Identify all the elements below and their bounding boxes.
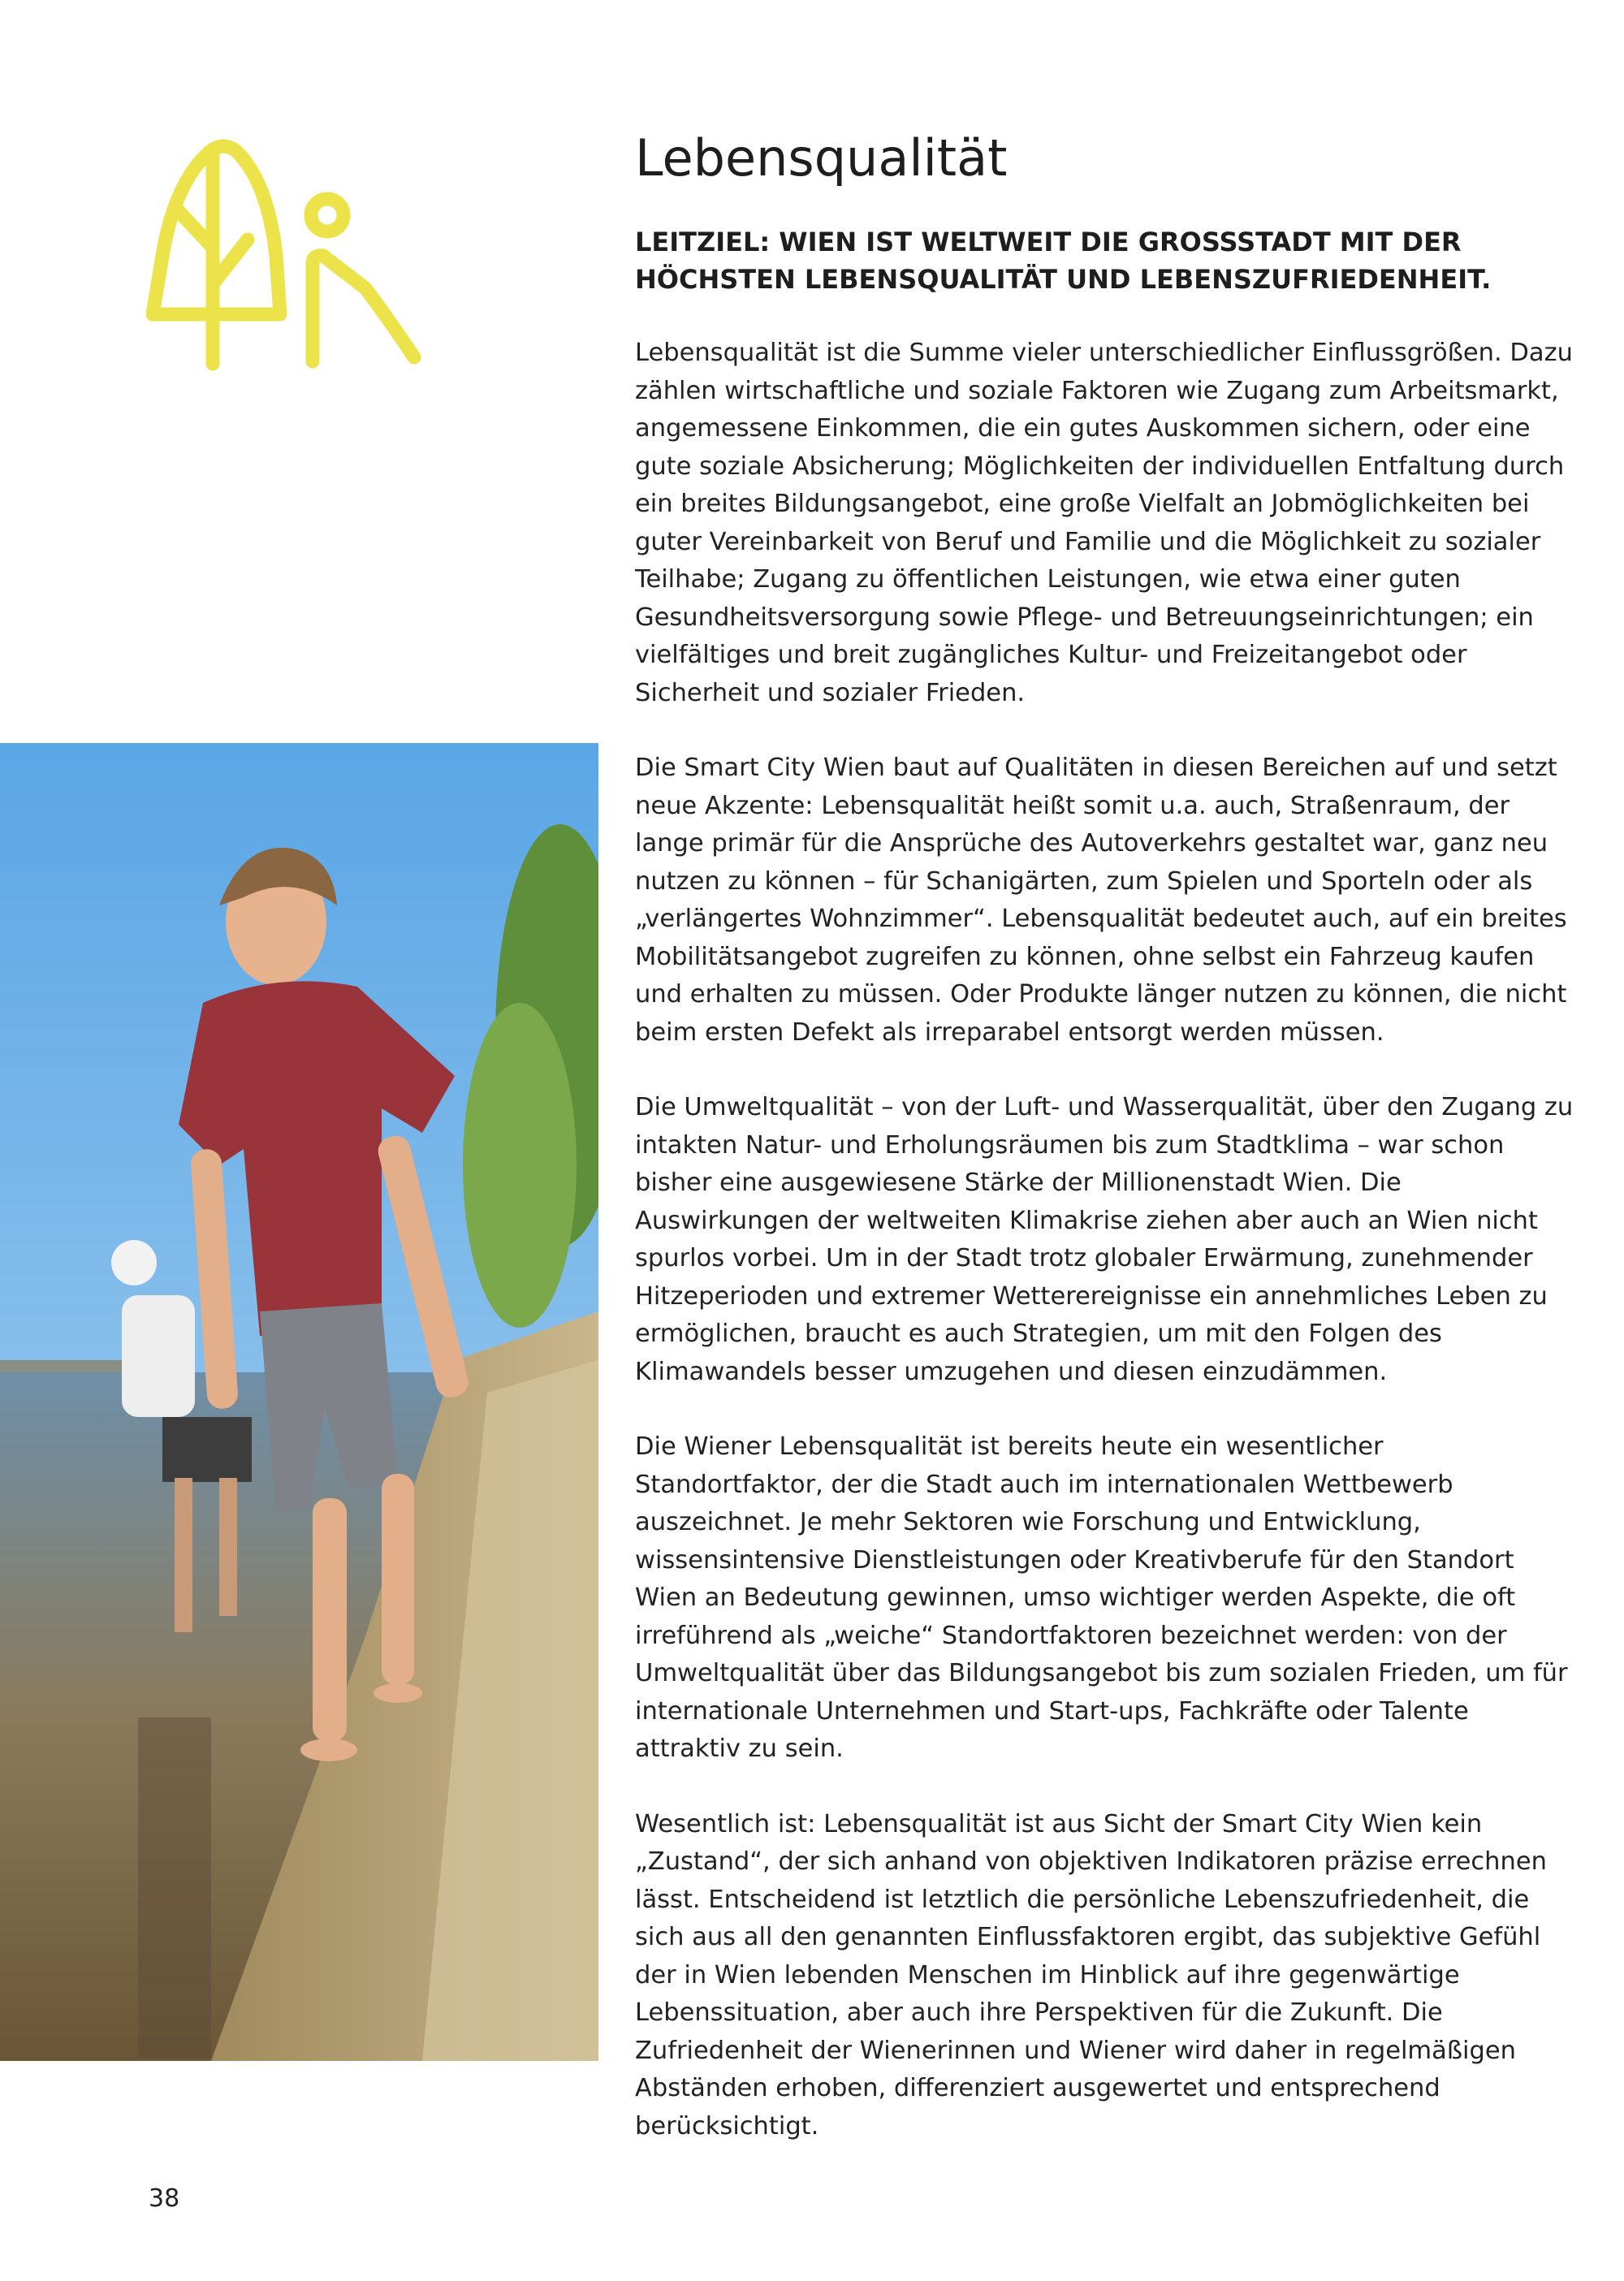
leitziel-subtitle: LEITZIEL: WIEN IST WELTWEIT DIE GROSSSTADT MIT DER HÖCHSTEN LEBENSQUALITÄT UND LEBENSZUFRIEDENHEIT. — [635, 227, 1492, 295]
tree-and-person-icon — [146, 134, 426, 378]
paragraph-2: Die Smart City Wien baut auf Qualitäten in diesen Bereichen auf und setzt neue Akzente: Lebensqualität heißt somit u.a. auch, Straßenraum, der lange primär für die Ansprüche des Autoverkehrs gestaltet war, ganz neu nutzen zu können – für Schanigärten, zum Spielen und Sporteln oder als „verlängertes Wohnzimmer“. Lebensqualität bedeutet auch, auf ein breites Mobilitätsangebot zugreifen zu können, ohne selbst ein Fahrzeug kaufen und erhalten zu müssen. Oder Produkte länger nutzen zu können, die nicht beim ersten Defekt als irreparabel entsorgt werden müssen. — [635, 754, 1567, 1047]
page-number: 38 — [149, 2184, 180, 2213]
children-walking-riverside-photo — [0, 743, 598, 2061]
page-title: Lebensqualität — [635, 128, 1008, 188]
paragraph-4: Die Wiener Lebensqualität ist bereits heute ein wesentlicher Standortfaktor, der die Stadt auch im internationalen Wettbewerb auszeichnet. Je mehr Sektoren wie Forschung und Entwicklung, wissensintensive Dienstleistungen oder Kreativberufe für den Standort Wien an Bedeutung gewinnen, umso wichtiger werden Aspekte, die oft irreführend als „weiche“ Standortfaktoren bezeichnet werden: von der Umweltqualität über das Bildungsangebot bis zum sozialen Frieden, um für internationale Unternehmen und Start-ups, Fachkräfte oder Talente attraktiv zu sein. — [635, 1432, 1568, 1763]
paragraph-3: Die Umweltqualität – von der Luft- und Wasserqualität, über den Zugang zu intakten Natur- und Erholungsräumen bis zum Stadtklima – war schon bisher eine ausgewiesene Stärke der Millionenstadt Wien. Die Auswirkungen der weltweiten Klimakrise ziehen aber auch an Wien nicht spurlos vorbei. Um in der Stadt trotz globaler Erwärmung, zunehmender Hitzeperioden und extremer Wetterereignisse ein annehmliches Leben zu ermöglichen, braucht es auch Strategien, um mit den Folgen des Klimawandels besser umzugehen und diesen einzudämmen. — [635, 1093, 1574, 1386]
body-text — [635, 335, 1577, 2183]
paragraph-5: Wesentlich ist: Lebensqualität ist aus Sicht der Smart City Wien kein „Zustand“, der sich anhand von objektiven Indikatoren präzise errechnen lässt. Entscheidend ist letztlich die persönliche Lebenszufriedenheit, die sich aus all den genannten Einflussfaktoren ergibt, das subjektive Gefühl der in Wien lebenden Menschen im Hinblick auf ihre gegenwärtige Lebenssituation, aber auch ihre Perspektiven für die Zukunft. Die Zufriedenheit der Wienerinnen und Wiener wird daher in regelmäßigen Abständen erhoben, differenziert ausgewertet und entsprechend berücksichtigt. — [635, 1809, 1547, 2141]
paragraph-1: Lebensqualität ist die Summe vieler unterschiedlicher Einflussgrößen. Dazu zählen wirtschaftliche und soziale Faktoren wie Zugang zum Arbeitsmarkt, angemessene Einkommen, die ein gutes Auskommen sichern, oder eine gute soziale Absicherung; Möglichkeiten der individuellen Entfaltung durch ein breites Bildungsangebot, eine große Vielfalt an Jobmöglichkeiten bei guter Vereinbarkeit von Beruf und Familie und die Möglichkeit zu sozialer Teilhabe; Zugang zu öffentlichen Leistungen, wie etwa einer guten Gesundheitsversorgung sowie Pflege- und Betreuungseinrichtungen; ein vielfältiges und breit zugängliches Kultur- und Freizeitangebot oder Sicherheit und sozialer Frieden. — [635, 339, 1573, 707]
